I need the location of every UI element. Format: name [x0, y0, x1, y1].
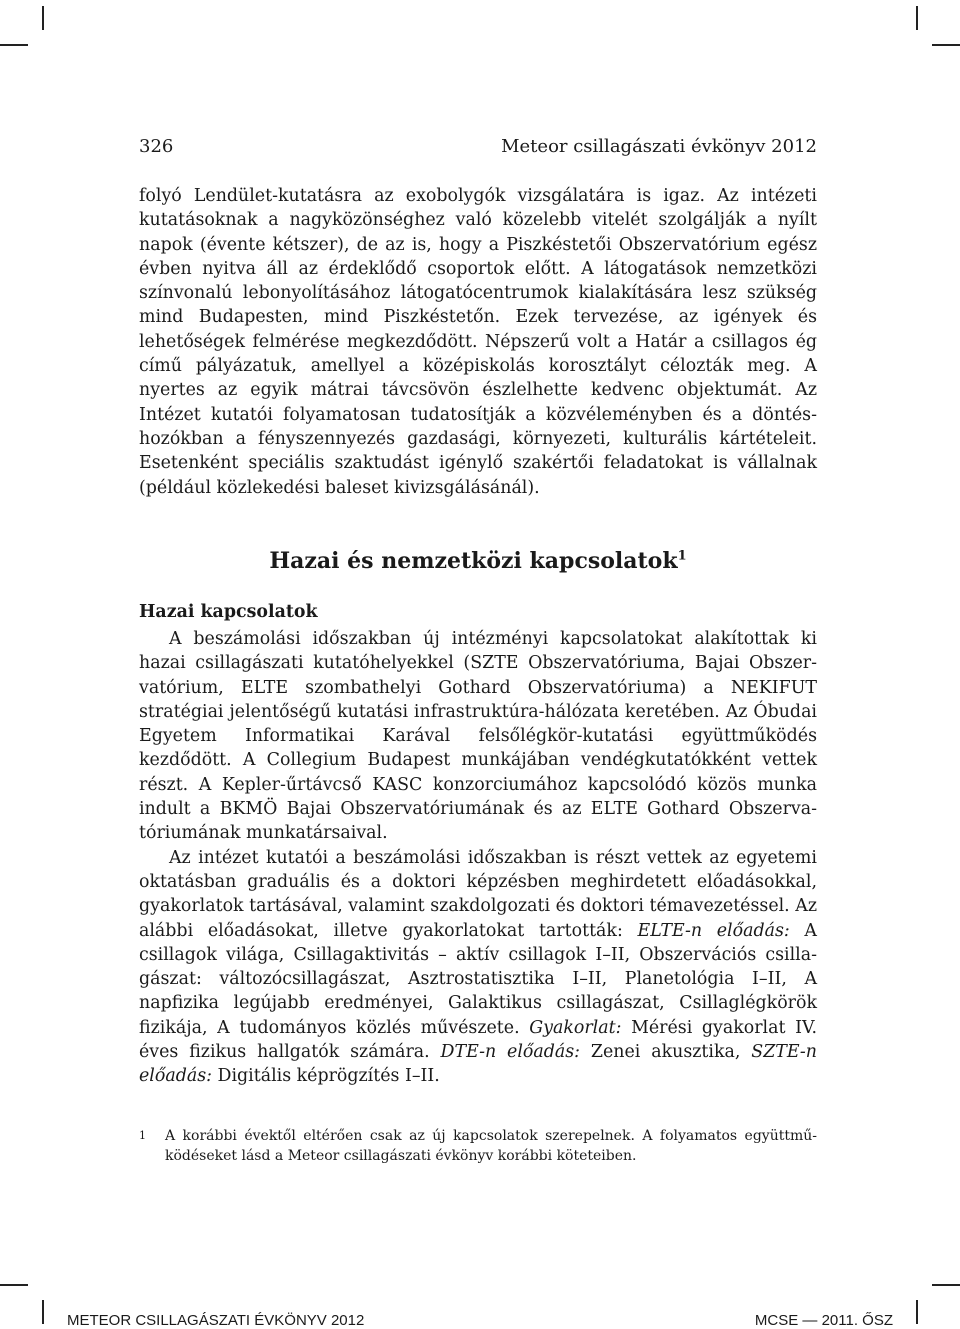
paragraph-text — [139, 846, 817, 1089]
section-title: Hazai és nemzetközi kapcsolatok — [269, 548, 678, 574]
text-run: Digitális képrögzítés I–II. — [211, 1066, 440, 1087]
label-gyakorlat: Gyakorlat: — [529, 1017, 622, 1038]
crop-mark — [0, 1284, 28, 1286]
crop-mark — [42, 1300, 44, 1324]
section-body — [139, 627, 817, 1089]
footnote-reference: 1 — [677, 548, 687, 564]
crop-mark — [916, 1300, 918, 1324]
section-heading — [139, 548, 817, 574]
crop-mark — [42, 6, 44, 30]
intro-paragraph — [139, 184, 817, 500]
footer-right: MCSE — 2011. ŐSZ — [754, 1312, 893, 1329]
running-title: Meteor csillagászati évkönyv 2012 — [501, 136, 817, 157]
footnote — [139, 1126, 817, 1166]
text-run: Mérési gyakorlat IV. éves fizikus hallgatók számára. — [139, 1017, 817, 1063]
footnote-mark: 1 — [139, 1129, 146, 1142]
page-header — [139, 136, 817, 162]
crop-mark — [932, 1284, 960, 1286]
label-szte: SZTE-n előadás: — [139, 1042, 817, 1087]
footnote-text: A korábbi évektől eltérően csak az új kapcsolatok szerepelnek. A folyamatos együttműködéseket lásd a Meteor csillagászati évkönyv korábbi köteteiben. — [165, 1128, 817, 1164]
crop-mark — [932, 44, 960, 46]
crop-mark — [0, 44, 28, 46]
label-elte: ELTE-n előadás: — [637, 920, 790, 941]
crop-mark — [916, 6, 918, 30]
label-dte: DTE-n előadás: — [440, 1042, 581, 1063]
subsection-heading: Hazai kapcsolatok — [139, 602, 318, 622]
footer-left: METEOR CSILLAGÁSZATI ÉVKÖNYV 2012 — [67, 1312, 365, 1329]
text-run: Az intézet kutatói a beszámolási időszakban is részt vettek az egyetemi oktatásban graduális és a doktori képzésben meghirdetett előadásokkal, gyakorlatok tartásával, valamint szakdolgozati és doktori témavezetéssel. Az alábbi előadásokat, illetve gyakorlatokat tartották: — [139, 847, 817, 941]
text-run: A csillagok világa, Csillagaktivitás – aktív csillagok I–II, Obszervációs csillagászat: változócsillagászat, Asztrostatisztika I–II, Planetológia I–II, A napfizika legújabb eredményei, Galaktikus csillagászat, Csillaglégkörök fizikája, A tudományos közlés művészete. — [139, 920, 817, 1038]
text-run: Zenei akusztika, — [580, 1042, 752, 1063]
paragraph-text: A beszámolási időszakban új intézményi kapcsolatokat alakítottak ki hazai csillagászati kutatóhelyekkel (SZTE Obszervatóriuma, Bajai Obszervatórium, ELTE szombathelyi Gothard Obszervatóriuma) a NEKIFUT stratégiai jelentőségű kutatási infrastruktúra-hálózata keretében. Az Óbudai Egyetem Informatikai Karával felsőlégkör-kutatási együttműködés kezdődött. A Collegium Budapest munkájában vendégkutatókként vettek részt. A Kepler-űrtávcső KASC konzorciumához kapcsolódó közös munka indult a BKMÖ Bajai Obszervatóriumának és az ELTE Gothard Obszervatóriumának munkatársaival. — [139, 629, 817, 844]
paragraph-text: folyó Lendület-kutatásra az exobolygók vizsgálatára is igaz. Az intézeti kutatásoknak a nagyközönséghez való közelebb vitelét szolgálják a nyílt napok (évente kétszer), de az is, hogy a Piszkéstetői Obszervatórium egész évben nyitva áll az érdeklődő csoportok előtt. A látogatások nemzetközi színvonalú lebonyolításához látogatócentrumok kialakítására lesz szükség mind Budapesten, mind Piszkéstetőn. Ezek tervezése, az igények és lehetőségek felmérése megkezdődött. Népszerű volt a Határ a csillagos ég című pályázatuk, amellyel a középiskolás korosztályt célozták meg. A nyertes az egyik mátrai távcsövön észlelhette kedvenc objektumát. Az Intézet kutatói folyamatosan tudatosítják a közvéleményben és a döntéshozókban a fényszennyezés gazdasági, környezeti, kulturális kártételeit. Esetenként speciális szaktudást igénylő szakértői feladatokat is vállalnak (például közlekedési baleset kivizsgálásánál). — [139, 186, 817, 498]
page-number: 326 — [139, 136, 174, 157]
